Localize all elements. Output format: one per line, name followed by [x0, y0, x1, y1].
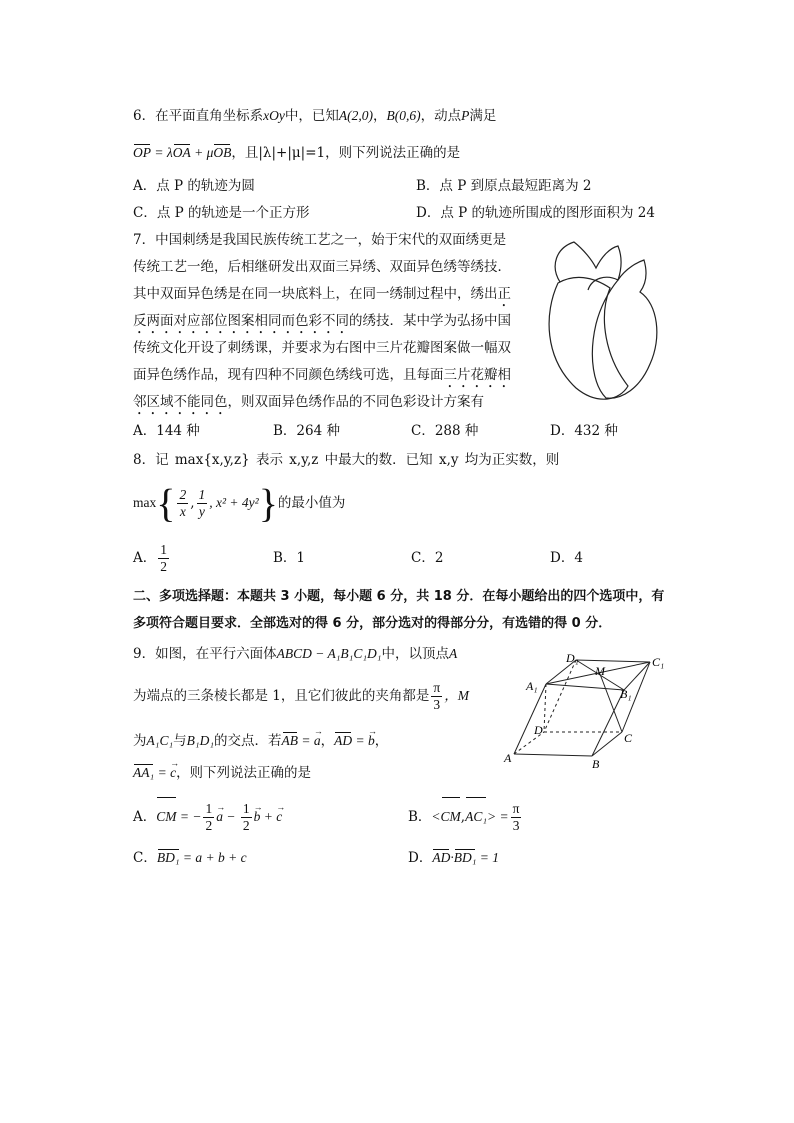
q9-opt-b-label: B． [408, 809, 432, 825]
q9-opt-d-ad: AD [432, 848, 450, 868]
q9-option-a [133, 796, 282, 838]
q6-stem-2: 中，已知 [284, 108, 339, 124]
q9-opt-b-pi: π [512, 801, 520, 816]
q7-line-6 [133, 365, 511, 391]
q6-vector-op: OP [133, 143, 151, 163]
q9-opt-d-dot: · [450, 850, 454, 865]
q7-line-2: 传统工艺一绝，后相继研发出双面三异绣、双面异色绣等绣技． [133, 259, 511, 275]
q8-poly: , x² + 4y² [209, 495, 259, 510]
q9-vector-b: → b [368, 731, 375, 751]
q9-l2a: 为端点的三条棱长都是 1，且它们彼此的夹角都是 [133, 688, 430, 704]
q9-option-d [408, 848, 499, 868]
q7-line-4b: 的绣技．某中学为弘扬中国 [349, 313, 511, 329]
q9-opt-b-frac [511, 801, 522, 834]
q7-line-5: 传统文化开设了刺绣课，并要求为右图中三片花瓣图案做一幅双 [133, 340, 511, 356]
q8-option-b: B．1 [273, 550, 306, 566]
label-b1: B₁ [620, 687, 632, 701]
q9-line-4 [133, 763, 311, 783]
q8-f1-num: 2 [179, 487, 187, 502]
label-c1: C₁ [652, 655, 665, 669]
q9-opt-d-eq: = 1 [476, 850, 500, 865]
q8-stem: 8．记 max{x,y,z} 表示 x,y,z 中最大的数．已知 x,y 均为正实数，则 [133, 452, 560, 468]
q9-vector-ad: AD [334, 731, 352, 751]
q7-line-1: 7．中国刺绣是我国民族传统工艺之一，始于宋代的双面绣更是 [133, 232, 507, 248]
q8-opt-a-num: 1 [160, 542, 167, 557]
q6-stem-3: ，动点 [420, 108, 462, 124]
parallelepiped-figure [500, 648, 680, 770]
q7-line-6b: 三片花瓣相 [443, 367, 511, 383]
q6-option-a: A．点 P 的轨迹为圆 [133, 178, 255, 194]
q9-opt-c-rest: = a + b + c [179, 850, 247, 865]
right-brace: } [258, 480, 278, 526]
q6-vector-oa: OA [173, 143, 191, 163]
q7-line-3a: 其中双面异色绣是在同一块底料上，在同一绣制过程中，绣出 [133, 286, 498, 302]
q9-opt-a-vec-b: → b [254, 796, 261, 838]
q9-vector-aa1: AA₁ [133, 763, 154, 783]
q8-opt-a-label: A． [133, 550, 157, 566]
q8-option-d: D．4 [550, 550, 583, 566]
q9-b1d1: B₁D₁ [186, 733, 215, 748]
label-d: D [534, 723, 543, 737]
q6-option-b: B．点 P 到原点最短距离为 2 [416, 178, 592, 194]
q9-l3a: 为 [133, 733, 147, 749]
q6-coord-system: xOy [263, 108, 285, 123]
q6-option-d: D．点 P 的轨迹所围成的图形面积为 24 [416, 205, 655, 221]
flower-petals-figure [536, 238, 664, 418]
q6-line-2 [133, 143, 460, 163]
q6-vector-ob: OB [213, 143, 231, 163]
q8-opt-a-fraction [158, 542, 169, 575]
label-m: M [595, 664, 605, 678]
q9-opt-a-frac-1: $\frac{1}{2}$ [205, 801, 213, 833]
q9-pi-over-3 [431, 680, 442, 713]
label-a: A [504, 751, 512, 765]
label-a1: A₁ [526, 679, 538, 693]
q9-option-b: B．<CM,AC₁> = $\frac{\pi}{3}$ [408, 796, 523, 838]
q6-condition: ，且|λ|+|μ|=1，则下列说法正确的是 [231, 145, 461, 161]
q9-vertex-a: A [448, 646, 458, 661]
q9-option-c [133, 848, 247, 868]
q9-opt-a-vec-a: → a [216, 796, 223, 838]
q9-opt-b-three: 3 [512, 818, 520, 833]
label-d1: D₁ [566, 651, 579, 665]
q9-l3f: ， [374, 733, 389, 749]
q7-line-7a: 邻区域不能同色 [133, 394, 228, 410]
q6-eq-1: = λ [151, 145, 173, 160]
q9-opt-a-minus: − [222, 809, 239, 824]
q9-point-m: ，M [444, 688, 469, 703]
q6-stem-4: 满足 [469, 108, 497, 124]
q9-opt-b-cm: CM [441, 796, 461, 838]
q8-f2-den: y [198, 504, 205, 519]
q8-max: max [133, 495, 157, 510]
q9-eq-1: = [298, 733, 314, 748]
q9-opt-a-eq: = − [176, 809, 202, 824]
q8-opt-a-den: 2 [160, 559, 167, 574]
q9-opt-c-bd1: BD₁ [157, 848, 180, 868]
top-petal [555, 242, 621, 290]
q8-f2-num: 1 [198, 487, 206, 502]
q9-line-1 [133, 644, 457, 664]
q9-l1b: 中，以顶点 [381, 646, 449, 662]
q7-option-b: B．264 种 [273, 423, 340, 439]
q7-line-7 [133, 392, 484, 418]
q9-a1c1: A₁C₁ [146, 733, 174, 748]
q6-point-p: P [461, 108, 470, 123]
q9-three: 3 [433, 697, 441, 712]
q8-f1-den: x [179, 504, 186, 519]
q7-option-c: C．288 种 [411, 423, 479, 439]
q7-option-d: D．432 种 [550, 423, 618, 439]
q9-vector-cm: CM [156, 796, 176, 838]
q9-l4b: ，则下列说法正确的是 [176, 765, 312, 781]
q9-opt-a-label: A． [133, 809, 157, 825]
q9-eq-2: = [352, 733, 369, 748]
q8-fraction-2 [197, 487, 208, 520]
label-b: B [592, 757, 600, 770]
right-petal [592, 260, 657, 398]
q6-point-b: B(0,6) [386, 108, 421, 123]
q8-tail: 的最小值为 [277, 495, 346, 511]
left-brace: { [156, 480, 176, 526]
q6-stem-1: 6．在平面直角坐标系 [133, 108, 264, 124]
q9-vector-c: → c [170, 763, 176, 783]
q9-eq-3: = [154, 765, 171, 780]
q7-line-4a: 反两面对应部位图案相同而色彩不同 [133, 313, 349, 329]
q9-opt-a-vec-c: → c [276, 796, 282, 838]
q7-line-6a: 面异色绣作品，现有四种不同颜色绣线可选，且每面 [133, 367, 444, 383]
q9-line-2 [133, 676, 469, 716]
q8-fraction-1 [177, 487, 188, 520]
q9-l3c: 的交点．若 [214, 733, 282, 749]
q8-option-c: C．2 [411, 550, 444, 566]
q7-option-a: A．144 种 [133, 423, 200, 439]
q9-opt-d-label: D． [408, 850, 433, 866]
q7-line-7b: ，则双面异色绣作品的不同色彩设计方案有 [227, 394, 484, 410]
q6-eq-2: + μ [190, 145, 214, 160]
q6-option-c: C．点 P 的轨迹是一个正方形 [133, 205, 310, 221]
q6-sep: ， [372, 108, 387, 124]
q8-option-a [133, 538, 171, 578]
q9-opt-a-plus: + [260, 809, 277, 824]
q7-line-3b: 正 [497, 286, 511, 302]
q9-solid-name: ABCD − A₁B₁C₁D₁ [276, 646, 382, 661]
q9-opt-d-bd1: BD₁ [454, 848, 477, 868]
label-c: C [624, 731, 633, 745]
q6-point-a: A(2,0) [338, 108, 373, 123]
section2-heading-line-1: 二、多项选择题：本题共 3 小题，每小题 6 分，共 18 分．在每小题给出的四个选项中，有 [133, 589, 665, 604]
q7-line-3 [133, 284, 511, 310]
q9-opt-c-label: C． [133, 850, 157, 866]
left-petal [549, 277, 628, 399]
q9-vector-ab: AB [282, 731, 299, 751]
q9-opt-b-ac1: AC₁ [465, 796, 487, 838]
q9-line-3 [133, 731, 388, 751]
section2-heading-line-2: 多项符合题目要求．全部选对的得 6 分，部分选对的得部分分，有选错的得 0 分． [133, 616, 612, 631]
q6-line-1 [133, 106, 496, 126]
q8-expression: max{ $\frac{2}{x}$ , $\frac{1}{y}$ , x² + 4y²}的最小值为 [133, 480, 346, 526]
q9-l3b: 与 [173, 733, 187, 749]
q9-pi: π [433, 680, 441, 695]
q7-line-4 [133, 311, 511, 337]
q9-opt-b-eq: > = [487, 809, 509, 824]
q9-l1a: 9．如图，在平行六面体 [133, 646, 277, 662]
q9-opt-a-frac-2: $\frac{1}{2}$ [242, 801, 250, 833]
q9-vector-a: → a [314, 731, 321, 751]
q9-l3e: ， [320, 733, 335, 749]
